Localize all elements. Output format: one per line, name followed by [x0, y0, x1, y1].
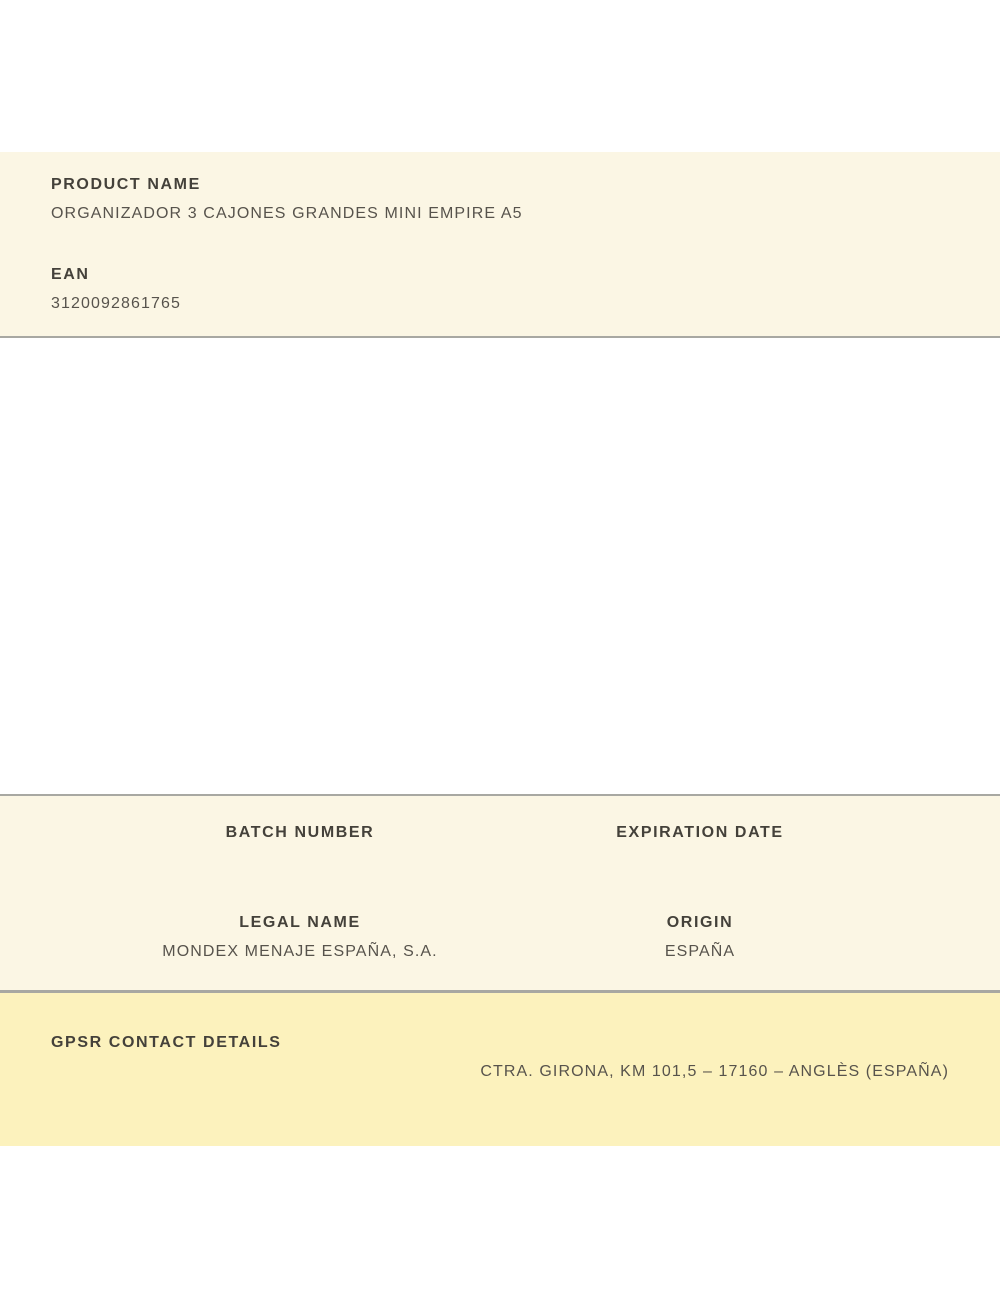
batch-expiration-row [100, 825, 900, 841]
gpsr-contact-section [0, 993, 1000, 1146]
ean-field [51, 267, 949, 312]
ean-label: EAN [51, 266, 90, 283]
middle-whitespace [0, 338, 1000, 794]
origin-value: ESPAÑA [664, 943, 736, 960]
origin-label: ORIGIN [666, 914, 734, 931]
product-name-value: ORGANIZADOR 3 CAJONES GRANDES MINI EMPIRE A5 [51, 205, 523, 222]
legal-name-value: MONDEX MENAJE ESPAÑA, S.A. [162, 943, 438, 960]
expiration-date-field [500, 825, 900, 841]
batch-number-field [100, 825, 500, 841]
legal-name-field [100, 915, 500, 961]
product-name-field [51, 177, 949, 222]
gpsr-contact-address: CTRA. GIRONA, KM 101,5 – 17160 – ANGLÈS (ESPAÑA) [480, 1063, 949, 1080]
legal-origin-row [100, 915, 900, 961]
expiration-date-label: EXPIRATION DATE [616, 824, 784, 841]
product-name-label: PRODUCT NAME [51, 176, 201, 193]
origin-field [500, 915, 900, 961]
gpsr-contact-label: GPSR CONTACT DETAILS [51, 1034, 282, 1051]
batch-legal-section [0, 794, 1000, 993]
batch-number-label: BATCH NUMBER [225, 824, 375, 841]
product-identity-section [0, 152, 1000, 338]
legal-name-label: LEGAL NAME [239, 914, 361, 931]
top-whitespace [0, 0, 1000, 152]
ean-value: 3120092861765 [51, 295, 181, 312]
